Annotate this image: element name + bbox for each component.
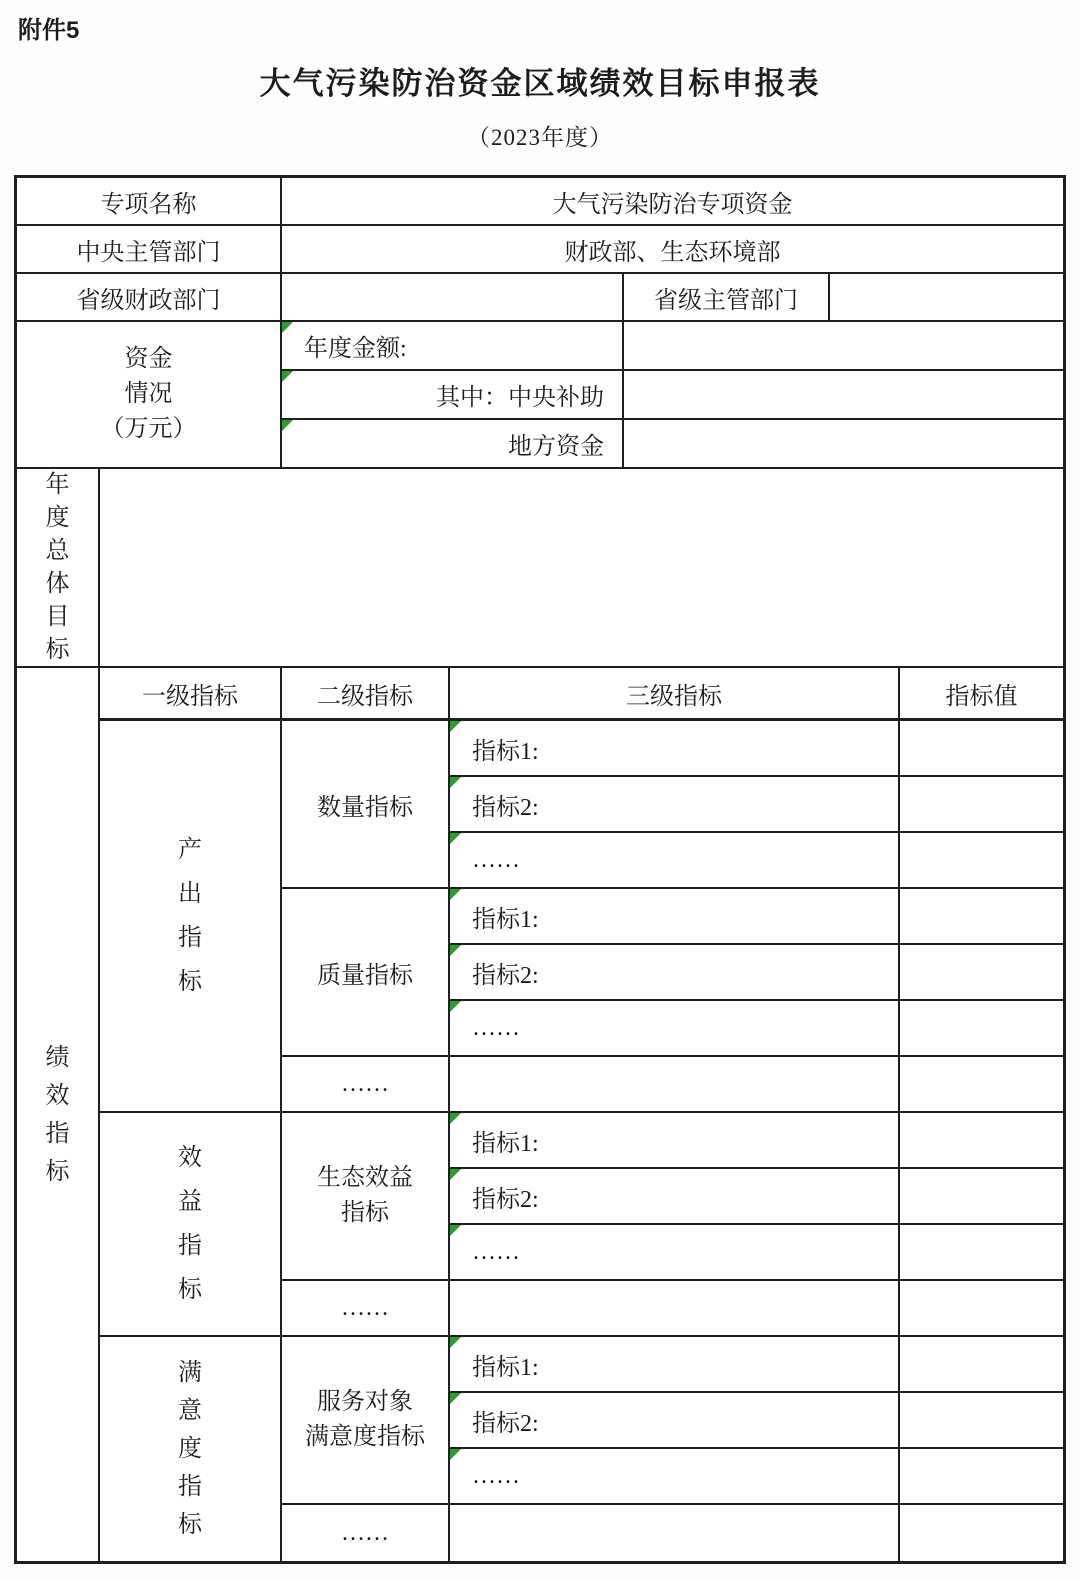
header-level1: 一级指标 (100, 668, 282, 721)
funding-label-line: 资金 (124, 346, 173, 372)
cell-flag-icon (450, 1393, 461, 1404)
level2-service-satisfaction-label: 服务对象 满意度指标 (282, 1337, 450, 1505)
indicator-row (450, 721, 1063, 777)
indicator-label-cell[interactable]: …… (450, 1225, 900, 1281)
cell-flag-icon (450, 945, 461, 956)
indicator-row (450, 1225, 1063, 1281)
subgroup-quantity (282, 721, 1063, 889)
level2-eco-benefit-label: 生态效益 指标 (282, 1113, 450, 1281)
group-benefit-indicators (100, 1113, 1063, 1337)
level2-quantity-label: 数量指标 (282, 721, 450, 889)
indicator-label-cell[interactable]: 指标1: (450, 721, 900, 777)
indicator-value-input[interactable] (900, 1337, 1063, 1393)
row-provincial (17, 274, 1063, 322)
central-dept-label: 中央主管部门 (17, 226, 282, 274)
indicator-value-input[interactable] (900, 1057, 1063, 1113)
indicator-label-cell[interactable]: …… (450, 833, 900, 889)
indicator-header-row (100, 668, 1063, 721)
level1-benefit-label: 效益指标 (100, 1113, 282, 1337)
cell-flag-icon (450, 1113, 461, 1124)
indicator-value-input[interactable] (900, 1393, 1063, 1449)
indicator-value-input[interactable] (900, 1281, 1063, 1337)
cell-flag-icon (450, 1449, 461, 1460)
row-special-fund (17, 178, 1063, 226)
indicator-label-cell[interactable]: 指标1: (450, 889, 900, 945)
level2-quality-label: 质量指标 (282, 889, 450, 1057)
indicator-row (450, 1113, 1063, 1169)
indicator-label-cell[interactable]: …… (450, 1001, 900, 1057)
header-indicator-value: 指标值 (900, 668, 1063, 721)
cell-flag-icon (450, 777, 461, 788)
level3-empty-cell[interactable] (450, 1505, 900, 1561)
cell-flag-icon (282, 371, 293, 382)
indicator-value-input[interactable] (900, 721, 1063, 777)
indicator-label-cell[interactable]: …… (450, 1449, 900, 1505)
indicator-row (450, 1449, 1063, 1505)
special-fund-value: 大气污染防治专项资金 (282, 178, 1063, 226)
indicator-value-input[interactable] (900, 833, 1063, 889)
level3-empty-cell[interactable] (450, 1057, 900, 1113)
cell-flag-icon (450, 889, 461, 900)
indicator-label-cell[interactable]: 指标2: (450, 945, 900, 1001)
indicator-value-input[interactable] (900, 945, 1063, 1001)
indicator-label-cell[interactable]: 指标2: (450, 777, 900, 833)
indicator-row (450, 1001, 1063, 1057)
annual-goal-label: 年度总体目标 (17, 469, 100, 668)
group-output-indicators (100, 721, 1063, 1113)
cell-flag-icon (450, 1337, 461, 1348)
indicator-label-cell[interactable]: 指标1: (450, 1113, 900, 1169)
header-level2: 二级指标 (282, 668, 450, 721)
subgroup-service-satisfaction (282, 1337, 1063, 1505)
cell-flag-icon (450, 721, 461, 732)
funding-label-line: （万元） (100, 416, 197, 442)
cell-flag-icon (450, 833, 461, 844)
central-dept-value: 财政部、生态环境部 (282, 226, 1063, 274)
indicator-label-cell[interactable]: 指标2: (450, 1393, 900, 1449)
level3-empty-cell[interactable] (450, 1281, 900, 1337)
indicator-row (450, 1337, 1063, 1393)
local-fund-input[interactable] (624, 420, 1063, 469)
indicator-value-input[interactable] (900, 777, 1063, 833)
indicator-row (450, 833, 1063, 889)
form-table (14, 175, 1066, 1564)
provincial-dept-input[interactable] (830, 274, 1063, 322)
funding-section-label (17, 322, 282, 469)
performance-section (17, 668, 1063, 1561)
cell-flag-icon (450, 1225, 461, 1236)
provincial-finance-input[interactable] (282, 274, 624, 322)
special-fund-label: 专项名称 (17, 178, 282, 226)
level2-ellipsis-label: …… (282, 1505, 450, 1561)
subgroup-eco-benefit (282, 1113, 1063, 1281)
indicator-value-input[interactable] (900, 889, 1063, 945)
subgroup-ellipsis (282, 1057, 1063, 1113)
row-central-subsidy (282, 371, 1063, 420)
form-title: 大气污染防治资金区域绩效目标申报表 (259, 66, 821, 101)
indicator-value-input[interactable] (900, 1169, 1063, 1225)
indicator-row (450, 889, 1063, 945)
subgroup-quality (282, 889, 1063, 1057)
indicator-label-cell[interactable]: 指标1: (450, 1337, 900, 1393)
indicator-row (450, 1393, 1063, 1449)
local-fund-label: 地方资金 (282, 420, 624, 469)
cell-flag-icon (282, 322, 293, 333)
annual-amount-input[interactable] (624, 322, 1063, 371)
subgroup-ellipsis (282, 1281, 1063, 1337)
header-level3: 三级指标 (450, 668, 900, 721)
indicator-row (450, 777, 1063, 833)
row-local-fund (282, 420, 1063, 469)
indicator-value-input[interactable] (900, 1449, 1063, 1505)
row-annual-goal (17, 469, 1063, 668)
level1-satisfaction-label: 满意度指标 (100, 1337, 282, 1561)
annual-goal-input[interactable] (100, 469, 1063, 668)
cell-flag-icon (282, 420, 293, 431)
provincial-finance-label: 省级财政部门 (17, 274, 282, 322)
indicator-row (450, 1169, 1063, 1225)
level2-ellipsis-label: …… (282, 1057, 450, 1113)
central-subsidy-label: 其中：中央补助 (282, 371, 624, 420)
indicator-value-input[interactable] (900, 1225, 1063, 1281)
indicator-value-input[interactable] (900, 1001, 1063, 1057)
indicator-label-cell[interactable]: 指标2: (450, 1169, 900, 1225)
indicator-value-input[interactable] (900, 1505, 1063, 1561)
form-subtitle: （2023年度） (467, 125, 613, 150)
indicator-row (450, 945, 1063, 1001)
group-satisfaction-indicators (100, 1337, 1063, 1561)
subgroup-ellipsis (282, 1505, 1063, 1561)
funding-label-line: 情况 (124, 381, 173, 407)
row-central-dept (17, 226, 1063, 274)
provincial-dept-label: 省级主管部门 (624, 274, 830, 322)
performance-section-label: 绩效指标 (17, 668, 100, 1561)
level2-ellipsis-label: …… (282, 1281, 450, 1337)
annual-amount-label: 年度金额: (282, 322, 624, 371)
indicator-value-input[interactable] (900, 1113, 1063, 1169)
cell-flag-icon (450, 1001, 461, 1012)
row-funding-section (17, 322, 1063, 469)
attachment-label: 附件5 (18, 17, 80, 44)
level1-output-label: 产出指标 (100, 721, 282, 1113)
central-subsidy-input[interactable] (624, 371, 1063, 420)
row-annual-amount (282, 322, 1063, 371)
cell-flag-icon (450, 1169, 461, 1180)
